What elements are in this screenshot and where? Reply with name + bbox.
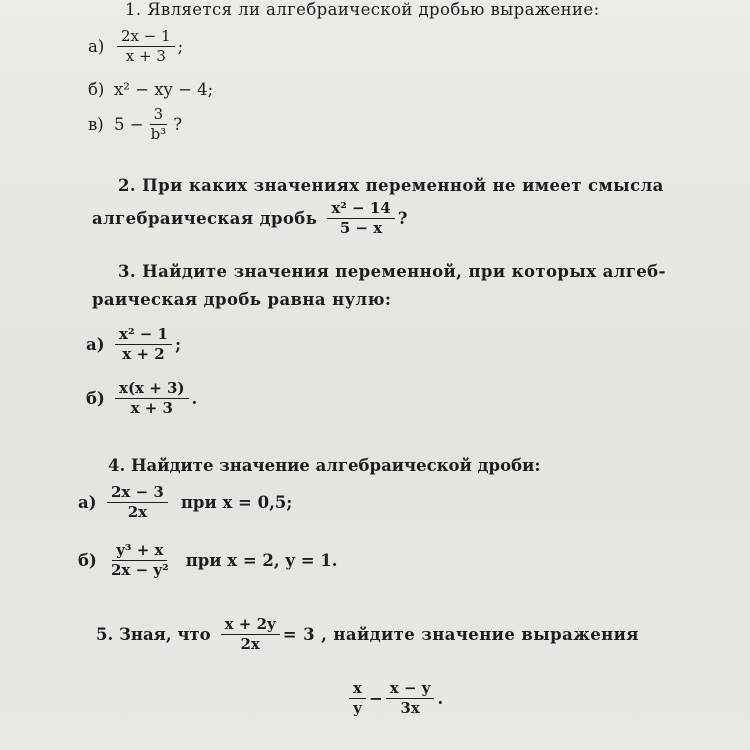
q3-line2: раическая дробь равна нулю: [92,290,392,309]
q4-b-label: б) [78,551,97,571]
q3-option-b: б) $\frac{x(x + 3)}{x + 3}$ . [86,379,198,418]
q4-title: 4. Найдите значение алгебраической дроби: [108,456,541,475]
q1-b-expression: x² − xy − 4; [114,80,214,99]
q5-expr-fraction-1: $\frac{x}{y}$ [349,680,366,718]
q1-c-fraction: $\frac{3}{\text{b³}}$ [150,105,167,144]
q1-option-b [88,80,213,99]
q3-b-fraction: $\frac{x(x + 3)}{x + 3}$ [115,380,189,418]
q3-line1: 3. Найдите значения переменной, при которых алгеб- [118,262,666,281]
q2-line2: алгебраическая дробь $\frac{\text{x² − 14}}{5 - x}$ ? [92,199,408,238]
q1-a-fraction: $\frac{2x - 1}{x + 3}$ [117,28,175,66]
q2-line1: 2. При каких значениях переменной не имеет смысла [118,176,664,195]
q2-fraction: $\frac{\text{x² − 14}}{5 - x}$ [327,200,394,238]
q1-a-label: а) [88,37,105,57]
q1-title: 1. Является ли алгебраической дробью выражение: [125,0,600,19]
q4-b-condition: при x = 2, y = 1. [185,551,338,571]
q5-expr-fraction-2: $\frac{x - y}{3x}$ [386,680,435,718]
q1-b-label: б) [88,80,105,99]
q3-option-a: а) $\frac{\text{x² − 1}}{x + 2}$ ; [86,325,182,364]
q4-a-condition: при x = 0,5; [180,493,293,513]
q4-b-fraction: $\frac{\text{y³ + x}}{\text{2x − y²}}$ [111,541,169,580]
q3-a-label: а) [86,335,105,355]
q4-a-fraction: $\frac{2x - 3}{2x}$ [107,484,168,522]
q4-option-b [78,542,338,580]
q3-b-label: б) [86,389,105,409]
q4-option-a [78,484,292,522]
q3-a-fraction: $\frac{\text{x² − 1}}{x + 2}$ [115,326,172,364]
q5-line1: 5. Зная, что $\frac{x + 2y}{2x}$ = 3 , найдите значение выражения [96,615,639,654]
q5-expression: $\frac{x}{y}$ − $\frac{x - y}{3x}$ . [346,680,443,718]
q1-option-a: а) $\frac{2x - 1}{x + 3}$ ; [88,27,184,66]
q5-fraction: $\frac{x + 2y}{2x}$ [221,616,280,654]
q1-c-label: в) [88,115,104,135]
q4-a-label: а) [78,493,97,513]
q1-option-c: в) 5 − $\frac{3}{\text{b³}}$ ? [88,105,183,144]
